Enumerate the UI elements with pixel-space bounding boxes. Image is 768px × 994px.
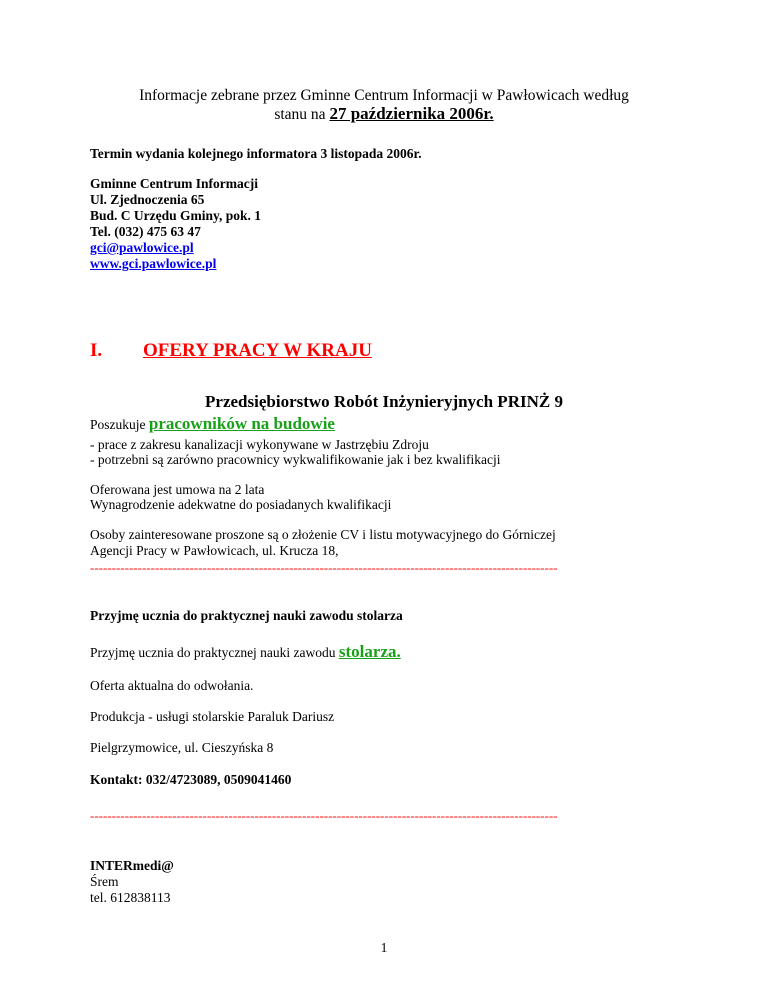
header-line-2-prefix: stanu na (274, 106, 330, 123)
divider-1: ------------------------------------------------------------------------------------------------------------ (90, 560, 558, 575)
contact-email-link[interactable]: gci@pawlowice.pl (90, 240, 194, 255)
next-issue-note: Termin wydania kolejnego informatora 3 listopada 2006r. (90, 146, 422, 161)
header-line-2 (0, 105, 768, 124)
offer2-text-highlight: stolarza. (338, 642, 401, 661)
offer2-address: Pielgrzymowice, ul. Cieszyńska 8 (90, 740, 274, 755)
offer2-validity: Oferta aktualna do odwołania. (90, 678, 254, 693)
offer1-seeks (90, 414, 335, 435)
page-number: 1 (380, 940, 388, 955)
offer3-city: Śrem (90, 874, 119, 889)
offer1-seeks-prefix: Poszukuje (90, 417, 149, 432)
offer1-detail-2: - potrzebni są zarówno pracownicy wykwalifikowanie jak i bez kwalifikacji (90, 452, 501, 467)
offer1-company: Przedsiębiorstwo Robót Inżynieryjnych PRINŻ 9 (205, 392, 563, 411)
header-line-1: Informacje zebrane przez Gminne Centrum Informacji w Pawłowicach według (139, 87, 629, 104)
offer2-contact: Kontakt: 032/4723089, 0509041460 (90, 772, 292, 787)
offer1-salary: Wynagrodzenie adekwatne do posiadanych kwalifikacji (90, 497, 392, 512)
offer1-apply-line-1: Osoby zainteresowane proszone są o złożenie CV i listu motywacyjnego do Górniczej (90, 527, 556, 542)
offer1-seeks-highlight: pracowników na budowie (148, 414, 335, 433)
section-title-text: OFERY PRACY W KRAJU (143, 340, 372, 361)
offer3-phone: tel. 612838113 (90, 890, 171, 905)
offer2-text (90, 642, 401, 663)
divider-2: ------------------------------------------------------------------------------------------------------------ (90, 808, 558, 823)
offer2-heading: Przyjmę ucznia do praktycznej nauki zawodu stolarza (90, 608, 403, 623)
offer1-apply-line-2: Agencji Pracy w Pawłowicach, ul. Krucza 18, (90, 543, 339, 558)
offer1-contract: Oferowana jest umowa na 2 lata (90, 482, 265, 497)
offer2-employer: Produkcja - usługi stolarskie Paraluk Dariusz (90, 709, 335, 724)
contact-phone: Tel. (032) 475 63 47 (90, 224, 201, 239)
section-number: I. (90, 340, 103, 361)
header-date: 27 października 2006r. (329, 104, 494, 123)
offer3-name: INTERmedi@ (90, 858, 174, 873)
offer1-detail-1: - prace z zakresu kanalizacji wykonywane w Jastrzębiu Zdroju (90, 437, 429, 452)
section-title (143, 340, 372, 362)
contact-name: Gminne Centrum Informacji (90, 176, 258, 191)
contact-street: Ul. Zjednoczenia 65 (90, 192, 205, 207)
contact-website-link[interactable]: www.gci.pawlowice.pl (90, 256, 217, 271)
offer2-text-prefix: Przyjmę ucznia do praktycznej nauki zawodu (90, 645, 339, 660)
contact-building: Bud. C Urzędu Gminy, pok. 1 (90, 208, 262, 223)
